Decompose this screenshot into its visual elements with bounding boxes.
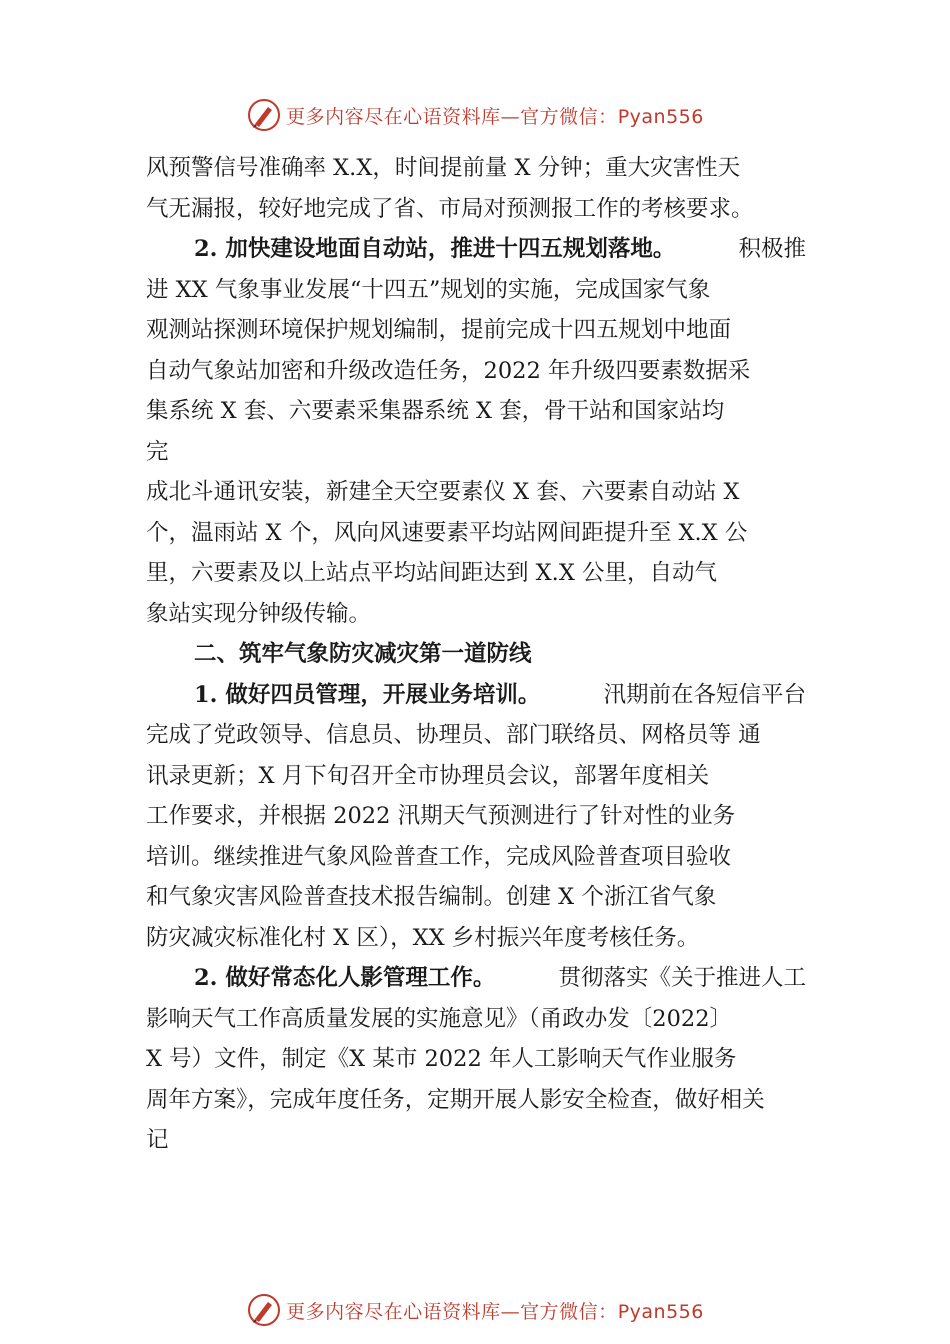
line-text: 和气象灾害风险普查技术报告编制。创建 X 个浙江省气象 [146,884,717,910]
watermark-text: 更多内容尽在心语资料库—官方微信：Pyan556 [286,105,704,128]
line-text: 周年方案》，完成年度任务，定期开展人影安全检查，做好相关 [146,1086,765,1113]
text-line [146,229,806,270]
text-line [146,918,806,959]
footer-watermark-banner [0,1290,950,1330]
line-text: 完 [146,438,169,465]
text-line [146,958,806,999]
line-text: 讯录更新；X 月下旬召开全市协理员会议，部署年度相关 [146,762,710,789]
line-text: 风预警信号准确率 X.X，时间提前量 X 分钟；重大灾害性天 [146,155,741,181]
line-text: 里，六要素及以上站点平均站间距达到 X.X 公里，自动气 [146,560,717,586]
line-text: 观测站探测环境保护规划编制，提前完成十四五规划中地面 [146,317,732,343]
text-line [146,837,806,878]
line-text: 贯彻落实《关于推进人工 [558,965,806,991]
text-line [146,1039,806,1080]
line-text: 完成了党政领导、信息员、协理员、部门联络员、网格员等 通 [146,722,761,748]
text-line [146,472,806,513]
line-text: 工作要求，并根据 2022 汛期天气预测进行了针对性的业务 [146,803,736,829]
text-line [146,675,806,716]
line-text: 象站实现分钟级传输。 [146,600,372,627]
text-line [146,432,806,473]
header-watermark-banner [0,95,950,135]
text-line [146,594,806,635]
line-text: 气无漏报，较好地完成了省、市局对预测报工作的考核要求。 [146,195,754,222]
text-line [146,553,806,594]
line-text: 记 [146,1127,169,1153]
text-line [146,1080,806,1121]
line-text: 汛期前在各短信平台 [603,681,806,708]
line-text: 自动气象站加密和升级改造任务，2022 年升级四要素数据采 [146,357,751,384]
text-line [146,270,806,311]
line-text: 培训。继续推进气象风险普查工作，完成风险普查项目验收 [146,843,732,870]
line-text: 防灾减灾标准化村 X 区），XX 乡村振兴年度考核任务。 [146,924,700,951]
text-line [146,310,806,351]
line-text: X 号）文件，制定《X 某市 2022 年人工影响天气作业服务 [146,1046,737,1072]
line-text: 个，温雨站 X 个，风向风速要素平均站网间距提升至 X.X 公 [146,519,748,546]
paragraph-lead-bold: 2. 加快建设地面自动站，推进十四五规划落地。 [194,236,676,262]
document-body [146,148,806,1161]
text-line [146,999,806,1040]
text-line [146,1120,806,1161]
watermark-text: 更多内容尽在心语资料库—官方微信：Pyan556 [286,1300,704,1323]
text-line [146,189,806,230]
text-line [146,796,806,837]
text-line [146,715,806,756]
text-line [146,351,806,392]
text-line [146,513,806,554]
line-text: 集系统 X 套、六要素采集器系统 X 套，骨干站和国家站均 [146,398,725,424]
paragraph-lead-bold: 1. 做好四员管理，开展业务培训。 [194,681,541,708]
section-heading [146,634,806,675]
section-heading-text: 二、筑牢气象防灾减灾第一道防线 [194,641,532,667]
text-line [146,756,806,797]
pen-circle-logo-icon [246,97,282,133]
paragraph-lead-bold: 2. 做好常态化人影管理工作。 [194,965,496,991]
line-text: 成北斗通讯安装，新建全天空要素仪 X 套、六要素自动站 X [146,479,740,505]
text-line [146,391,806,432]
pen-circle-logo-icon [246,1292,282,1328]
text-line [146,148,806,189]
line-text: 进 XX 气象事业发展“十四五”规划的实施，完成国家气象 [146,276,711,303]
text-line [146,877,806,918]
line-text: 影响天气工作高质量发展的实施意见》（甬政办发〔2022〕 [146,1005,733,1032]
line-text: 积极推 [738,236,806,262]
